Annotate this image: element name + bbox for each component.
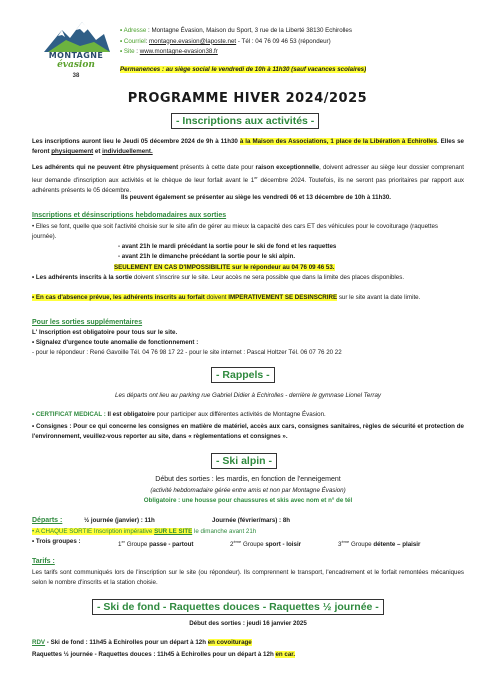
page-title: PROGRAMME HIVER 2024/2025 (127, 91, 368, 106)
rappels-consignes: • Consignes : Pour ce qui concerne les consignes en matière de matériel, accès aux cars, consignes sanitaires, règles de sécurité et protection de l'environnement, veuillez-vous reporter au site, dans « règlementations et consignes ». (32, 423, 464, 440)
supp-title: Pour les sorties supplémentaires (32, 319, 143, 326)
address-label: Adresse (123, 27, 147, 34)
rappels-certificat: • CERTIFICAT MEDICAL : Il est obligatoire pour participer aux différentes activités de Montagne Évasion. (32, 411, 326, 418)
chaque-sortie: • A CHAQUE SORTIE Inscription impérative SUR LE SITE le dimanche avant 21h (32, 528, 257, 535)
email-sep: : (145, 37, 150, 45)
trois-groupes: • Trois groupes : 1er Groupe passe - partout 2ème Groupe sport - loisir 3ème Groupe détente – plaisir (32, 538, 421, 549)
bullet-icon: • (120, 37, 123, 45)
hebdo-line-5: • Les adhérents inscrits à la sortie doivent s'inscrire sur le site. Leur accès ne sera possible que dans la limite des places disponibles. (32, 274, 405, 281)
contact-block (120, 26, 352, 58)
ski-fond-debut: Début des sorties : jeudi 16 janvier 2025 (189, 620, 307, 627)
ski-alpin-debut: Début des sorties : les mardis, en fonction de l'enneigement (155, 476, 341, 483)
supp-line-3: - pour le répondeur : René Gavoille Tél. 04 76 98 17 22 - pour le site internet : Pascal Holtzer Tél. 06 07 76 20 22 (32, 349, 342, 356)
tarifs-text: Les tarifs sont communiqués lors de l'inscription sur le site (ou répondeur). Ils comprennent le transport, l'encadrement et le forfait remontées mécaniques selon le nombre d'inscrits et la station choisie. (32, 569, 464, 586)
logo-text-evasion: évasion (57, 60, 95, 70)
section-heading-inscriptions: - Inscriptions aux activités - (171, 113, 319, 129)
hebdo-line-3: - avant 21h le dimanche précédant la sortie pour le ski alpin. (118, 253, 296, 260)
email-row (120, 37, 352, 48)
logo-text-montagne: MONTAGNE (48, 51, 104, 60)
ski-alpin-housse: Obligatoire : une housse pour chaussures et skis avec nom et n° de tél (143, 497, 353, 504)
hebdo-line-6: • En cas d'absence prévue, les adhérents inscrits au forfait doivent IMPERATIVEMENT SE DESINSCRIRE sur le site avant la date limite. (32, 294, 421, 301)
section-heading-rappels: - Rappels - (211, 367, 275, 383)
bullet-icon: • (120, 48, 123, 55)
site-sep: : (134, 48, 140, 55)
rdv-line-1: RDV - Ski de fond : 11h45 à Echirolles pour un départ à 12h en covoiturage (32, 639, 252, 646)
address-value: : Montagne Évasion, Maison du Sport, 3 rue de la Liberté 38130 Echirolles (148, 27, 352, 34)
rappels-depart: Les départs ont lieu au parking rue Gabriel Didier à Echirolles - derrière le gymnase Lionel Terray (115, 392, 381, 399)
site-label: Site (123, 48, 135, 55)
ski-alpin-note: (activité hebdomadaire gérée entre amis et non par Montagne Évasion) (150, 487, 346, 494)
supp-line-1: L' Inscription est obligatoire pour tous sur le site. (32, 329, 178, 336)
site-row (120, 47, 352, 58)
permanences: Permanences : au siège social le vendredi de 10h à 11h30 (sauf vacances scolaires) (120, 66, 367, 73)
section-heading-ski-alpin: - Ski alpin - (211, 453, 277, 469)
site-link[interactable]: www.montagne-evasion38.fr (139, 48, 218, 55)
supp-line-2: • Signalez d'urgence toute anomalie de fonctionnement : (32, 339, 199, 346)
inscriptions-paragraph-3: Ils peuvent également se présenter au siège les vendredi 06 et 13 décembre de 10h à 11h30. (121, 194, 391, 201)
hebdo-line-4: SEULEMENT EN CAS D'IMPOSSIBILITE sur le répondeur au 04 76 09 46 53. (114, 264, 335, 271)
mountain-icon (40, 20, 112, 54)
hebdo-line-1: • Elles se font, quelle que soit l'activité choisie sur le site afin de gérer au mieux la capacité des cars ET des véhicules pour le covoiturage (raquettes journée). (32, 223, 438, 240)
montagne-evasion-logo (40, 20, 112, 84)
logo-number: 38 (72, 73, 80, 79)
tarifs-title: Tarifs : (32, 558, 55, 565)
hebdo-line-2: - avant 21h le mardi précédant la sortie pour le ski de fond et les raquettes (118, 243, 337, 250)
address-row (120, 26, 352, 37)
rdv-line-2: Raquettes ½ journée - Raquettes douces : 11h45 à Echirolles pour un départ à 12h en car. (32, 651, 296, 658)
inscriptions-paragraph-2: Les adhérents qui ne peuvent être physiquement présents à cette date pour raison exceptionnelle, doivent adresser au siège leur dossier comprenant leur demande d'inscription aux activités et le chèque de leur forfait avant le 1er décembre 2024. Toutefois, ils ne seront pas prioritaires par rapport aux adhérents présents le 05 décembre. (32, 164, 464, 195)
section-heading-ski-fond: - Ski de fond - Raquettes douces - Raquettes ½ journée - (92, 599, 384, 615)
inscriptions-paragraph-1: Les inscriptions auront lieu le Jeudi 05 décembre 2024 de 9h à 11h30 à la Maison des Associations, 1 place de la Libération à Echirolles. Elles se feront physiquement et individuellement. (32, 138, 464, 155)
email-rest: - Tél : 04 76 09 46 53 (répondeur) (236, 37, 331, 45)
bullet-icon: • (120, 27, 123, 34)
email-link[interactable]: montagne.evasion@laposte.net (149, 37, 237, 45)
email-label: Courriel (123, 37, 146, 45)
departs-row: Départs : ½ journée (janvier) : 11h Journée (février/mars) : 8h (32, 517, 291, 524)
hebdo-title: Inscriptions et désinscriptions hebdomadaires aux sorties (32, 212, 227, 219)
